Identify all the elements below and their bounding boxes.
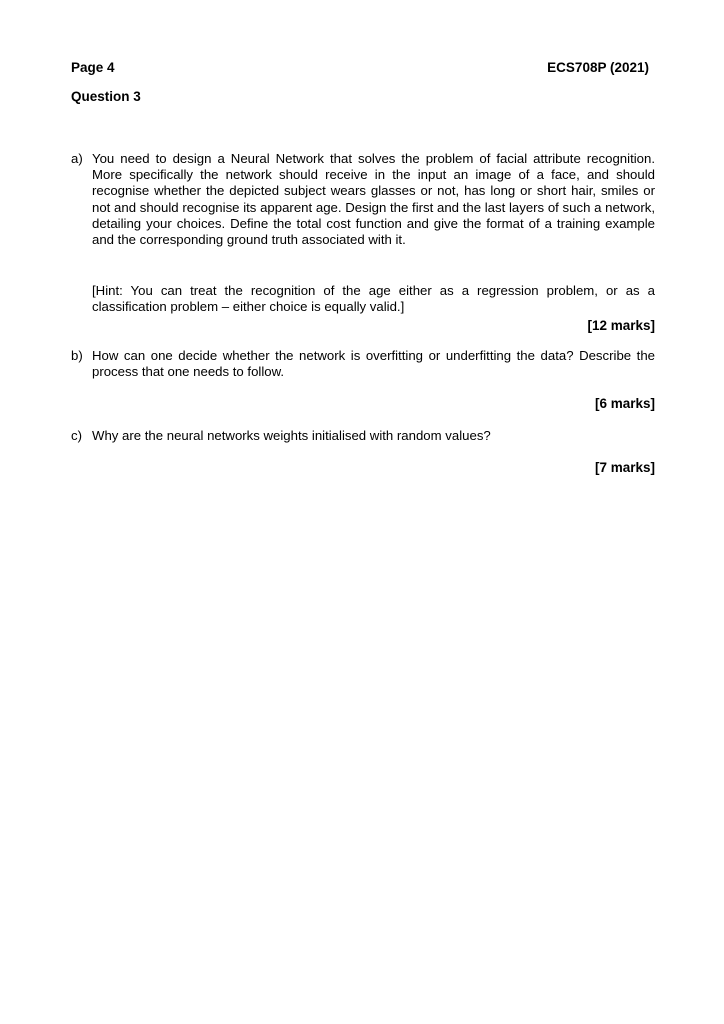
part-letter: b) [71, 348, 83, 363]
part-text: How can one decide whether the network is overfitting or underfitting the data? Describe the process that one needs to follow. [92, 348, 655, 380]
question-part-c [71, 428, 655, 444]
part-text: You need to design a Neural Network that solves the problem of facial attribute recognition. More specifically the network should receive in the input an image of a face, and should recognise whether the depicted subject wears glasses or not, has long or short hair, smiles or not and should recognise its apparent age. Design the first and the last layers of such a network, detailing your choices. Define the total cost function and give the format of a training example and the corresponding ground truth associated with it. [92, 151, 655, 248]
marks-label: [7 marks] [594, 460, 655, 475]
course-code: ECS708P (2021) [547, 60, 649, 75]
marks-label: [6 marks] [594, 396, 655, 411]
marks-label: [12 marks] [587, 318, 655, 333]
page-number: Page 4 [71, 60, 115, 75]
part-letter: c) [71, 428, 82, 443]
question-part-b [71, 348, 655, 380]
part-letter: a) [71, 151, 83, 166]
question-title: Question 3 [71, 89, 141, 104]
question-hint: [Hint: You can treat the recognition of the age either as a regression problem, or as a classification problem – either choice is equally valid.] [92, 283, 655, 315]
question-part-a [71, 151, 655, 248]
part-text: Why are the neural networks weights initialised with random values? [92, 428, 491, 443]
